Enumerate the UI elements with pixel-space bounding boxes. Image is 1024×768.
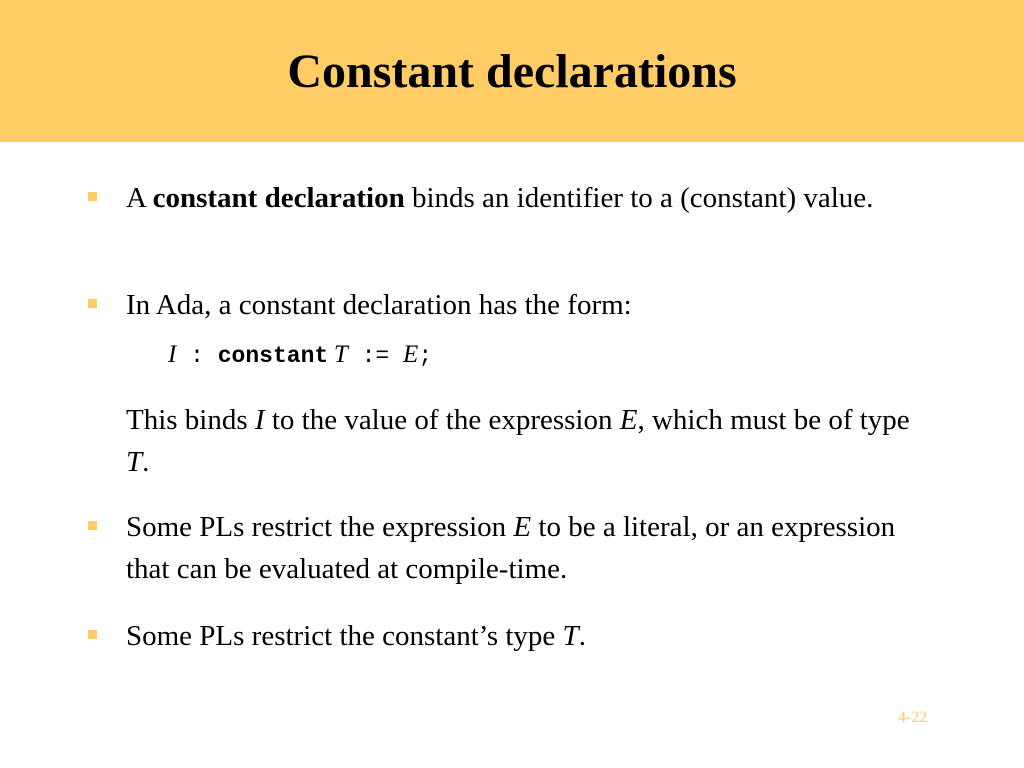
bullet-4-italic: T [562, 620, 579, 652]
slide-title: Constant declarations [287, 45, 737, 98]
bullet-3-pre: Some PLs restrict the expression [126, 511, 514, 543]
code-semicolon: ; [418, 343, 433, 369]
bullet-3-text [126, 506, 936, 590]
bullet-marker [88, 192, 97, 201]
bullet-2-text: In Ada, a constant declaration has the form: [126, 289, 632, 321]
explanation-part: , which must be of type [637, 404, 910, 436]
bullet-4-post: . [578, 620, 586, 652]
bullet-1-pre: A [126, 182, 153, 214]
explanation-part: to the value of the expression [264, 404, 620, 436]
explanation-part: . [142, 446, 150, 478]
code-assign: := [347, 343, 404, 369]
bullet-4-pre: Some PLs restrict the constant’s type [126, 620, 563, 652]
explanation-part: This binds [126, 404, 255, 436]
explanation-italic: T [126, 446, 143, 478]
code-colon: : [176, 343, 218, 369]
bullet-marker [88, 299, 97, 308]
bullet-1-text [126, 177, 936, 219]
bullet-4-text [126, 615, 936, 657]
explanation-italic: I [254, 404, 265, 436]
bullet-3-italic: E [513, 511, 532, 543]
bullet-marker [88, 630, 97, 639]
code-keyword: constant [217, 343, 329, 369]
bullet-1-post: binds an identifier to a (constant) value. [404, 182, 874, 214]
bullet-marker [88, 521, 97, 530]
code-meta-t: T [333, 341, 348, 368]
explanation-italic: E [619, 404, 638, 436]
ada-code-syntax [168, 340, 432, 371]
explanation-text [126, 399, 936, 483]
code-meta-i: I [168, 341, 177, 368]
page-number: 4-22 [898, 709, 928, 726]
bullet-3-post: to be a literal, or an expression that can be evaluated at compile-time. [126, 511, 896, 585]
bullet-1-bold: constant declaration [152, 182, 405, 214]
code-meta-e: E [403, 341, 419, 368]
